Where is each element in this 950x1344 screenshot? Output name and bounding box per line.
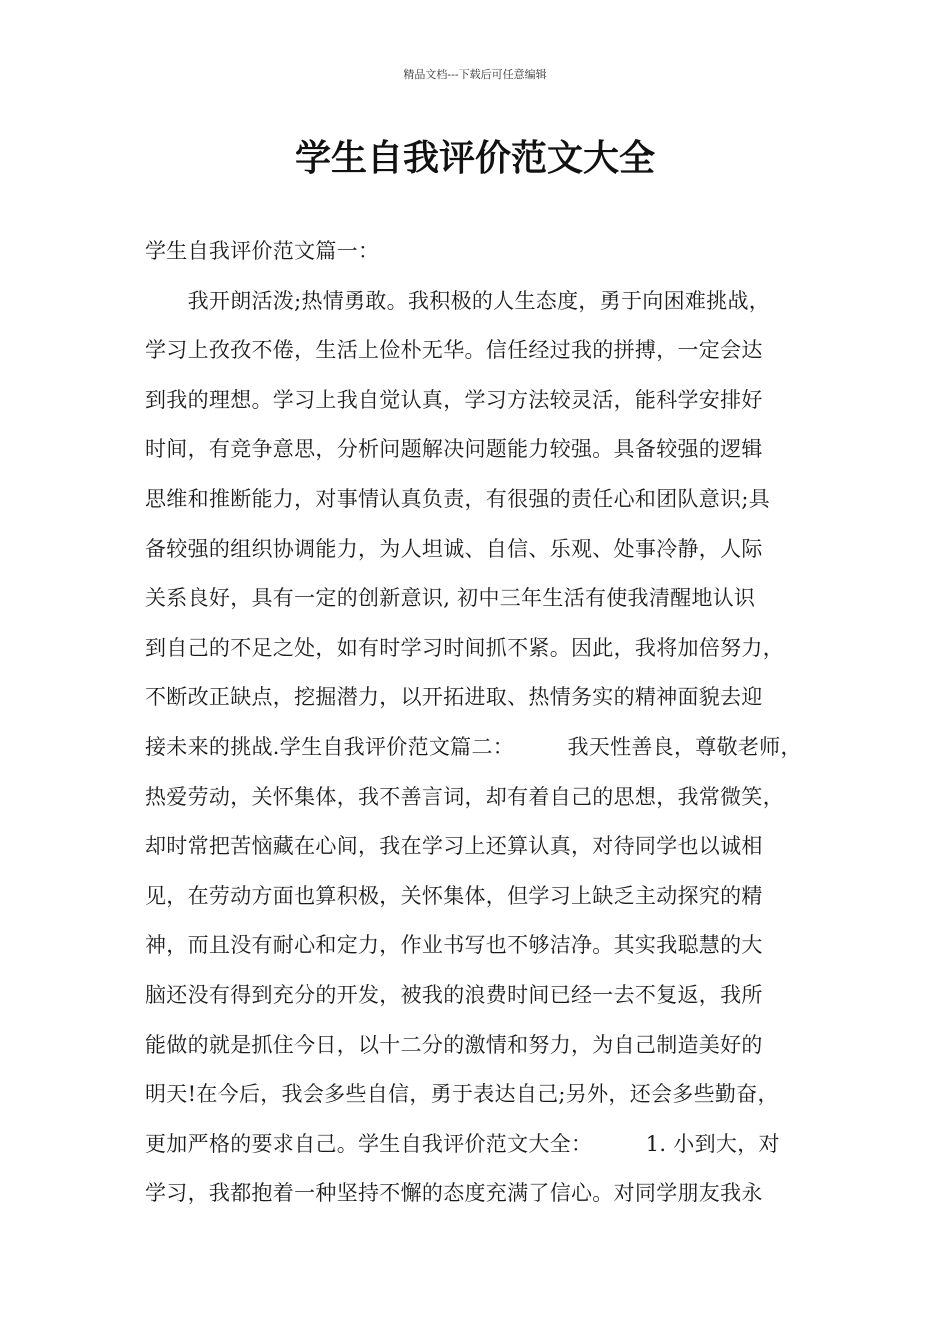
body-line: 备较强的组织协调能力，为人坦诚、自信、乐观、处事冷静，人际	[145, 536, 763, 561]
body-line: 我开朗活泼;热情勇敢。我积极的人生态度，勇于向困难挑战，	[145, 288, 771, 313]
body-line: 学生自我评价范文篇一：	[145, 239, 380, 263]
page-title: 学生自我评价范文大全	[294, 138, 655, 179]
body-line: 神，而且没有耐心和定力，作业书写也不够洁净。其实我聪慧的大	[145, 933, 763, 958]
body-line: 见，在劳动方面也算积极，关怀集体，但学习上缺乏主动探究的精	[145, 883, 763, 908]
body-line: 关系良好，具有一定的创新意识, 初中三年生活有使我清醒地认识	[145, 586, 756, 611]
body-line: 思维和推断能力，对事情认真负责，有很强的责任心和团队意识;具	[145, 486, 771, 511]
body-line: 脑还没有得到充分的开发，被我的浪费时间已经一去不复返，我所	[145, 982, 763, 1007]
body-line: 能做的就是抓住今日，以十二分的激情和努力，为自己制造美好的	[145, 1032, 763, 1057]
header-note: 精品文档---下载后可任意编辑	[403, 68, 547, 81]
body-line: 时间，有竞争意思，分析问题解决问题能力较强。具备较强的逻辑	[145, 437, 763, 462]
body-line: 却时常把苦恼藏在心间，我在学习上还算认真，对待同学也以诚相	[145, 834, 763, 859]
body-line: 不断改正缺点，挖掘潜力，以开拓进取、热情务实的精神面貌去迎	[145, 685, 763, 710]
body-line: 学习，我都抱着一种坚持不懈的态度充满了信心。对同学朋友我永	[145, 1181, 763, 1206]
body-line: 接未来的挑战.学生自我评价范文篇二： 我天性善良，尊敬老师，	[145, 734, 802, 759]
body-line: 更加严格的要求自己。学生自我评价范文大全： 1. 小到大，对	[145, 1131, 780, 1156]
body-line: 明天!在今后，我会多些自信，勇于表达自己;另外，还会多些勤奋，	[145, 1082, 779, 1107]
document-body	[145, 236, 825, 1228]
body-line: 学习上孜孜不倦，生活上俭朴无华。信任经过我的拼搏，一定会达	[145, 338, 763, 363]
body-line: 到我的理想。学习上我自觉认真，学习方法较灵活，能科学安排好	[145, 387, 763, 412]
body-line: 到自己的不足之处，如有时学习时间抓不紧。因此，我将加倍努力，	[145, 635, 784, 660]
body-line: 热爱劳动，关怀集体，我不善言词，却有着自己的思想，我常微笑，	[145, 784, 784, 809]
